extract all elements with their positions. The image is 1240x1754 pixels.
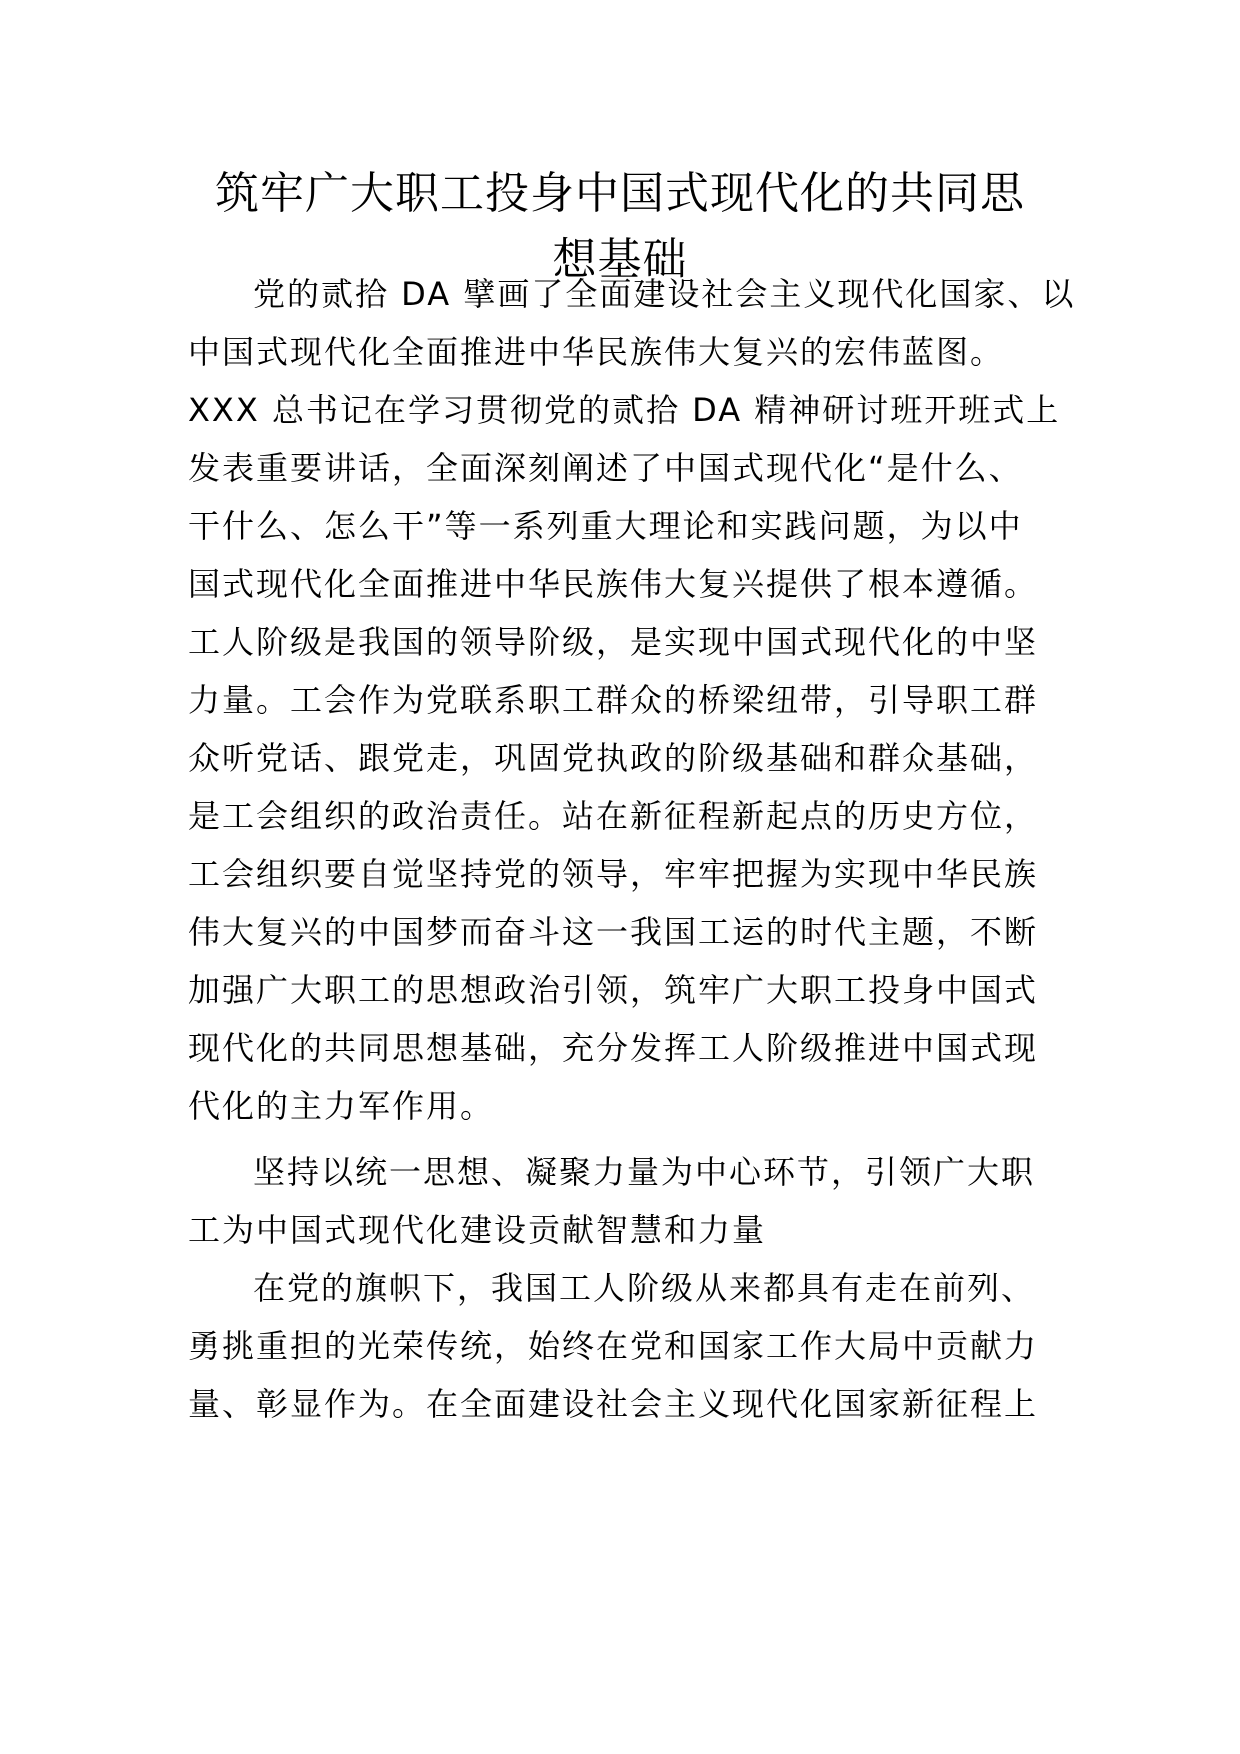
paragraph-1-line-11: 工会组织要自觉坚持党的领导，牢牢把握为实现中华民族 (188, 855, 1039, 893)
section-heading-line-2: 工为中国式现代化建设贡献智慧和力量 (188, 1211, 767, 1249)
paragraph-1-line-9: 众听党话、跟党走，巩固党执政的阶级基础和群众基础， (188, 739, 1039, 777)
section-heading-line-1: 坚持以统一思想、凝聚力量为中心环节，引领广大职 (253, 1153, 1036, 1191)
paragraph-2-line-2: 勇挑重担的光荣传统，始终在党和国家工作大局中贡献力 (188, 1327, 1039, 1365)
paragraph-1-line-5: 干什么、怎么干”等一系列重大理论和实践问题，为以中 (188, 507, 1023, 545)
document-title-line-1: 筑牢广大职工投身中国式现代化的共同思 (215, 168, 1025, 219)
paragraph-1-line-14: 现代化的共同思想基础，充分发挥工人阶级推进中国式现 (188, 1029, 1039, 1067)
paragraph-1-line-1: 党的贰拾 DA 擘画了全面建设社会主义现代化国家、以 (253, 275, 1076, 313)
paragraph-1-line-3: XXX 总书记在学习贯彻党的贰拾 DA 精神研讨班开班式上 (188, 391, 1061, 429)
paragraph-1-line-12: 伟大复兴的中国梦而奋斗这一我国工运的时代主题，不断 (188, 913, 1039, 951)
paragraph-1-line-7: 工人阶级是我国的领导阶级，是实现中国式现代化的中坚 (188, 623, 1039, 661)
document-title-line-2: 想基础 (552, 234, 688, 285)
paragraph-2-line-1: 在党的旗帜下，我国工人阶级从来都具有走在前列、 (253, 1269, 1036, 1307)
paragraph-1-line-10: 是工会组织的政治责任。站在新征程新起点的历史方位， (188, 797, 1039, 835)
paragraph-1-line-4: 发表重要讲话，全面深刻阐述了中国式现代化“是什么、 (188, 449, 1023, 487)
paragraph-1-line-6: 国式现代化全面推进中华民族伟大复兴提供了根本遵循。 (188, 565, 1039, 603)
paragraph-2-line-3: 量、彰显作为。在全面建设社会主义现代化国家新征程上 (188, 1385, 1039, 1423)
paragraph-1-line-8: 力量。工会作为党联系职工群众的桥梁纽带，引导职工群 (188, 681, 1039, 719)
paragraph-1-line-2: 中国式现代化全面推进中华民族伟大复兴的宏伟蓝图。 (188, 333, 1005, 371)
paragraph-1-line-13: 加强广大职工的思想政治引领，筑牢广大职工投身中国式 (188, 971, 1039, 1009)
paragraph-1-line-15: 代化的主力军作用。 (188, 1087, 495, 1125)
